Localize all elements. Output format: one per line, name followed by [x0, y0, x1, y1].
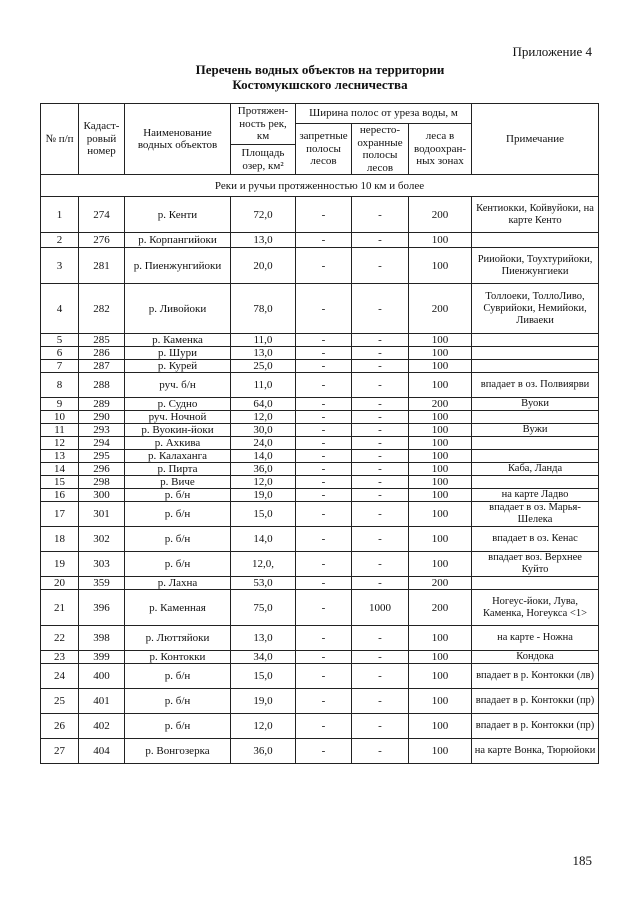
- cadastral-number: 287: [79, 360, 125, 373]
- spawning-strip: -: [352, 248, 409, 284]
- cadastral-number: 404: [79, 739, 125, 764]
- length-value: 64,0: [231, 398, 296, 411]
- forbidden-strip: -: [296, 577, 352, 590]
- table-row: [41, 714, 599, 739]
- table-row: [41, 450, 599, 463]
- table-row: [41, 437, 599, 450]
- note: впадает в р. Контокки (пр): [472, 714, 599, 739]
- row-number: 25: [41, 689, 79, 714]
- protection-zone: 100: [409, 552, 472, 577]
- note: [472, 347, 599, 360]
- protection-zone: 100: [409, 334, 472, 347]
- spawning-strip: -: [352, 527, 409, 552]
- forbidden-strip: -: [296, 626, 352, 651]
- table-row: [41, 248, 599, 284]
- spawning-strip: -: [352, 651, 409, 664]
- length-value: 75,0: [231, 590, 296, 626]
- spawning-strip: -: [352, 360, 409, 373]
- length-value: 25,0: [231, 360, 296, 373]
- protection-zone: 100: [409, 411, 472, 424]
- forbidden-strip: -: [296, 334, 352, 347]
- object-name: руч. б/н: [125, 373, 231, 398]
- forbidden-strip: -: [296, 284, 352, 334]
- table-row: [41, 197, 599, 233]
- spawning-strip: -: [352, 424, 409, 437]
- row-number: 4: [41, 284, 79, 334]
- object-name: р. б/н: [125, 714, 231, 739]
- protection-zone: 100: [409, 651, 472, 664]
- section-title: Реки и ручьи протяженностью 10 км и более: [41, 175, 599, 197]
- row-number: 27: [41, 739, 79, 764]
- object-name: р. б/н: [125, 527, 231, 552]
- forbidden-strip: -: [296, 463, 352, 476]
- protection-zone: 100: [409, 527, 472, 552]
- spawning-strip: -: [352, 577, 409, 590]
- forbidden-strip: -: [296, 527, 352, 552]
- object-name: р. Шури: [125, 347, 231, 360]
- forbidden-strip: -: [296, 590, 352, 626]
- page-number: 185: [572, 853, 592, 868]
- note: Каба, Ланда: [472, 463, 599, 476]
- cadastral-number: 294: [79, 437, 125, 450]
- title-line-1: Перечень водных объектов на территории: [195, 62, 445, 77]
- cadastral-number: 402: [79, 714, 125, 739]
- note: [472, 233, 599, 248]
- header-cadastral: Кадаст-ровый номер: [79, 104, 125, 175]
- header-water-protection: леса в водоохран-ных зонах: [409, 124, 472, 175]
- note: впадает в оз. Кенас: [472, 527, 599, 552]
- note: впадает в р. Контокки (пр): [472, 689, 599, 714]
- length-value: 12,0: [231, 476, 296, 489]
- row-number: 14: [41, 463, 79, 476]
- row-number: 9: [41, 398, 79, 411]
- cadastral-number: 285: [79, 334, 125, 347]
- protection-zone: 100: [409, 502, 472, 527]
- row-number: 6: [41, 347, 79, 360]
- length-value: 20,0: [231, 248, 296, 284]
- object-name: р. Вонгозерка: [125, 739, 231, 764]
- cadastral-number: 293: [79, 424, 125, 437]
- protection-zone: 100: [409, 463, 472, 476]
- spawning-strip: -: [352, 463, 409, 476]
- cadastral-number: 295: [79, 450, 125, 463]
- document-title: [0, 62, 640, 92]
- row-number: 1: [41, 197, 79, 233]
- table-row: [41, 502, 599, 527]
- cadastral-number: 401: [79, 689, 125, 714]
- row-number: 10: [41, 411, 79, 424]
- note: [472, 411, 599, 424]
- object-name: р. б/н: [125, 664, 231, 689]
- length-value: 12,0: [231, 714, 296, 739]
- note: Толлоеки, ТоллоЛиво, Суврийоки, Немийоки, Ливаеки: [472, 284, 599, 334]
- cadastral-number: 300: [79, 489, 125, 502]
- length-value: 72,0: [231, 197, 296, 233]
- forbidden-strip: -: [296, 476, 352, 489]
- protection-zone: 100: [409, 664, 472, 689]
- table-row: [41, 411, 599, 424]
- length-value: 24,0: [231, 437, 296, 450]
- row-number: 24: [41, 664, 79, 689]
- table-row: [41, 334, 599, 347]
- table-row: [41, 651, 599, 664]
- object-name: р. Курей: [125, 360, 231, 373]
- protection-zone: 100: [409, 233, 472, 248]
- protection-zone: 100: [409, 450, 472, 463]
- protection-zone: 100: [409, 489, 472, 502]
- note: на карте - Ножна: [472, 626, 599, 651]
- spawning-strip: -: [352, 373, 409, 398]
- forbidden-strip: -: [296, 398, 352, 411]
- protection-zone: 100: [409, 626, 472, 651]
- spawning-strip: -: [352, 197, 409, 233]
- object-name: р. Пиенжунгийоки: [125, 248, 231, 284]
- object-name: р. Вуокин-йоки: [125, 424, 231, 437]
- protection-zone: 200: [409, 284, 472, 334]
- forbidden-strip: -: [296, 489, 352, 502]
- cadastral-number: 276: [79, 233, 125, 248]
- row-number: 11: [41, 424, 79, 437]
- protection-zone: 100: [409, 476, 472, 489]
- row-number: 7: [41, 360, 79, 373]
- object-name: р. Ахкива: [125, 437, 231, 450]
- cadastral-number: 282: [79, 284, 125, 334]
- forbidden-strip: -: [296, 347, 352, 360]
- cadastral-number: 290: [79, 411, 125, 424]
- row-number: 17: [41, 502, 79, 527]
- forbidden-strip: -: [296, 552, 352, 577]
- spawning-strip: -: [352, 689, 409, 714]
- forbidden-strip: -: [296, 233, 352, 248]
- protection-zone: 200: [409, 197, 472, 233]
- table-row: [41, 577, 599, 590]
- row-number: 13: [41, 450, 79, 463]
- table-row: [41, 424, 599, 437]
- cadastral-number: 302: [79, 527, 125, 552]
- object-name: р. Судно: [125, 398, 231, 411]
- object-name: р. б/н: [125, 552, 231, 577]
- forbidden-strip: -: [296, 502, 352, 527]
- spawning-strip: -: [352, 450, 409, 463]
- protection-zone: 100: [409, 437, 472, 450]
- cadastral-number: 298: [79, 476, 125, 489]
- protection-zone: 200: [409, 398, 472, 411]
- row-number: 16: [41, 489, 79, 502]
- section-row: [41, 175, 599, 197]
- note: Вуоки: [472, 398, 599, 411]
- table-row: [41, 373, 599, 398]
- note: [472, 360, 599, 373]
- row-number: 19: [41, 552, 79, 577]
- forbidden-strip: -: [296, 424, 352, 437]
- forbidden-strip: -: [296, 450, 352, 463]
- protection-zone: 100: [409, 248, 472, 284]
- note: впадает в оз. Марья-Шелека: [472, 502, 599, 527]
- forbidden-strip: -: [296, 197, 352, 233]
- cadastral-number: 274: [79, 197, 125, 233]
- table-row: [41, 689, 599, 714]
- table-row: [41, 284, 599, 334]
- note: [472, 577, 599, 590]
- protection-zone: 100: [409, 689, 472, 714]
- length-value: 53,0: [231, 577, 296, 590]
- length-value: 78,0: [231, 284, 296, 334]
- protection-zone: 100: [409, 347, 472, 360]
- note: на карте Вонка, Тюрюйоки: [472, 739, 599, 764]
- appendix-label: Приложение 4: [512, 44, 592, 59]
- table-row: [41, 739, 599, 764]
- length-value: 11,0: [231, 334, 296, 347]
- row-number: 12: [41, 437, 79, 450]
- table-row: [41, 664, 599, 689]
- cadastral-number: 396: [79, 590, 125, 626]
- table-row: [41, 489, 599, 502]
- cadastral-number: 303: [79, 552, 125, 577]
- note: Кондока: [472, 651, 599, 664]
- row-number: 21: [41, 590, 79, 626]
- length-value: 14,0: [231, 527, 296, 552]
- spawning-strip: 1000: [352, 590, 409, 626]
- note: впадает в р. Контокки (лв): [472, 664, 599, 689]
- length-value: 12,0: [231, 411, 296, 424]
- row-number: 5: [41, 334, 79, 347]
- length-value: 19,0: [231, 689, 296, 714]
- forbidden-strip: -: [296, 248, 352, 284]
- cadastral-number: 399: [79, 651, 125, 664]
- forbidden-strip: -: [296, 689, 352, 714]
- forbidden-strip: -: [296, 714, 352, 739]
- header-area: Площадь озер, км²: [231, 145, 296, 175]
- cadastral-number: 359: [79, 577, 125, 590]
- row-number: 2: [41, 233, 79, 248]
- spawning-strip: -: [352, 476, 409, 489]
- cadastral-number: 301: [79, 502, 125, 527]
- cadastral-number: 281: [79, 248, 125, 284]
- table-row: [41, 476, 599, 489]
- length-value: 15,0: [231, 502, 296, 527]
- note: Ногеус-йоки, Лува, Каменка, Ногеукса <1>: [472, 590, 599, 626]
- length-value: 19,0: [231, 489, 296, 502]
- spawning-strip: -: [352, 437, 409, 450]
- protection-zone: 100: [409, 739, 472, 764]
- spawning-strip: -: [352, 233, 409, 248]
- spawning-strip: -: [352, 626, 409, 651]
- length-value: 12,0,: [231, 552, 296, 577]
- water-objects-table: [40, 103, 599, 764]
- spawning-strip: -: [352, 347, 409, 360]
- object-name: р. б/н: [125, 502, 231, 527]
- object-name: р. Ливойоки: [125, 284, 231, 334]
- length-value: 36,0: [231, 463, 296, 476]
- cadastral-number: 400: [79, 664, 125, 689]
- note: впадает воз. Верхнее Куйто: [472, 552, 599, 577]
- note: [472, 476, 599, 489]
- row-number: 3: [41, 248, 79, 284]
- forbidden-strip: -: [296, 664, 352, 689]
- note: Кентиокки, Койвуйоки, на карте Кенто: [472, 197, 599, 233]
- cadastral-number: 398: [79, 626, 125, 651]
- object-name: р. Пирта: [125, 463, 231, 476]
- row-number: 15: [41, 476, 79, 489]
- spawning-strip: -: [352, 284, 409, 334]
- object-name: р. Кенти: [125, 197, 231, 233]
- object-name: р. б/н: [125, 689, 231, 714]
- table-row: [41, 626, 599, 651]
- forbidden-strip: -: [296, 651, 352, 664]
- row-number: 23: [41, 651, 79, 664]
- spawning-strip: -: [352, 489, 409, 502]
- length-value: 15,0: [231, 664, 296, 689]
- row-number: 18: [41, 527, 79, 552]
- protection-zone: 100: [409, 373, 472, 398]
- table-row: [41, 552, 599, 577]
- row-number: 26: [41, 714, 79, 739]
- spawning-strip: -: [352, 714, 409, 739]
- note: [472, 450, 599, 463]
- object-name: р. б/н: [125, 489, 231, 502]
- forbidden-strip: -: [296, 360, 352, 373]
- title-line-2: Костомукшского лесничества: [232, 77, 408, 92]
- header-note: Примечание: [472, 104, 599, 175]
- cadastral-number: 286: [79, 347, 125, 360]
- cadastral-number: 288: [79, 373, 125, 398]
- spawning-strip: -: [352, 664, 409, 689]
- header-num: № п/п: [41, 104, 79, 175]
- length-value: 34,0: [231, 651, 296, 664]
- header-width-group: Ширина полос от уреза воды, м: [296, 104, 472, 124]
- protection-zone: 200: [409, 590, 472, 626]
- length-value: 11,0: [231, 373, 296, 398]
- spawning-strip: -: [352, 552, 409, 577]
- cadastral-number: 296: [79, 463, 125, 476]
- table-row: [41, 360, 599, 373]
- header-spawning: нересто-охранные полосы лесов: [352, 124, 409, 175]
- object-name: р. Каменка: [125, 334, 231, 347]
- length-value: 30,0: [231, 424, 296, 437]
- table-row: [41, 347, 599, 360]
- note: на карте Ладво: [472, 489, 599, 502]
- protection-zone: 100: [409, 714, 472, 739]
- spawning-strip: -: [352, 411, 409, 424]
- cadastral-number: 289: [79, 398, 125, 411]
- length-value: 14,0: [231, 450, 296, 463]
- header-name: Наименование водных объектов: [125, 104, 231, 175]
- table-row: [41, 527, 599, 552]
- forbidden-strip: -: [296, 437, 352, 450]
- forbidden-strip: -: [296, 411, 352, 424]
- spawning-strip: -: [352, 502, 409, 527]
- header-forbidden: запретные полосы лесов: [296, 124, 352, 175]
- spawning-strip: -: [352, 739, 409, 764]
- row-number: 8: [41, 373, 79, 398]
- protection-zone: 100: [409, 360, 472, 373]
- note: [472, 437, 599, 450]
- object-name: р. Контокки: [125, 651, 231, 664]
- object-name: руч. Ночной: [125, 411, 231, 424]
- object-name: р. Каменная: [125, 590, 231, 626]
- table-row: [41, 463, 599, 476]
- note: Рииойоки, Тоухтурийоки, Пиенжунгиеки: [472, 248, 599, 284]
- note: впадает в оз. Полвиярви: [472, 373, 599, 398]
- row-number: 20: [41, 577, 79, 590]
- forbidden-strip: -: [296, 373, 352, 398]
- protection-zone: 100: [409, 424, 472, 437]
- note: Вужи: [472, 424, 599, 437]
- note: [472, 334, 599, 347]
- length-value: 13,0: [231, 626, 296, 651]
- object-name: р. Калаханга: [125, 450, 231, 463]
- table-row: [41, 590, 599, 626]
- table-row: [41, 233, 599, 248]
- length-value: 13,0: [231, 233, 296, 248]
- object-name: р. Люттяйоки: [125, 626, 231, 651]
- table-row: [41, 398, 599, 411]
- spawning-strip: -: [352, 398, 409, 411]
- length-value: 36,0: [231, 739, 296, 764]
- object-name: р. Корпангийоки: [125, 233, 231, 248]
- header-length: Протяжен-ность рек, км: [231, 104, 296, 145]
- object-name: р. Лахна: [125, 577, 231, 590]
- spawning-strip: -: [352, 334, 409, 347]
- object-name: р. Виче: [125, 476, 231, 489]
- forbidden-strip: -: [296, 739, 352, 764]
- row-number: 22: [41, 626, 79, 651]
- protection-zone: 200: [409, 577, 472, 590]
- length-value: 13,0: [231, 347, 296, 360]
